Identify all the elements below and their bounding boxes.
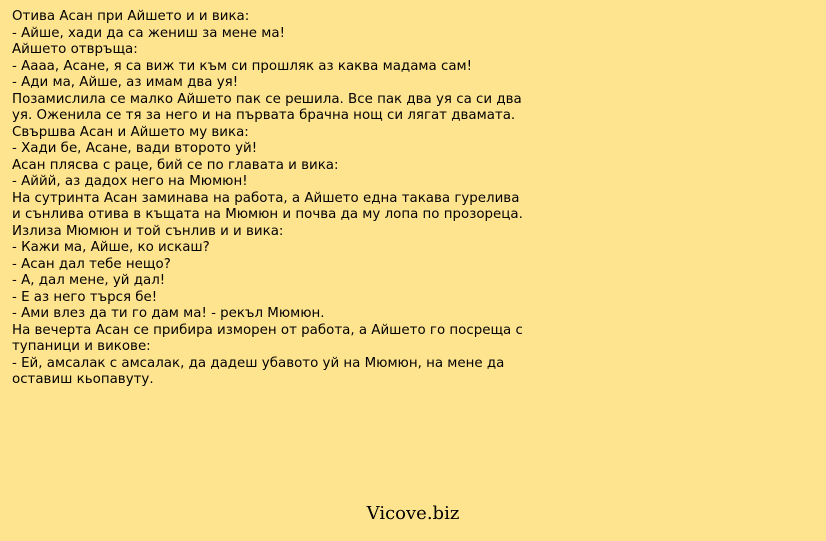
joke-line: и сънлива отива в къщата на Мюмюн и почва да му лопа по прозореца. bbox=[12, 207, 523, 222]
joke-line: - Айше, хади да са жениш за мене ма! bbox=[12, 25, 285, 41]
joke-line: - Ами влез да ти го дам ма! - рекъл Мюмюн. bbox=[12, 306, 325, 321]
joke-line: Свършва Асан и Айшето му вика: bbox=[12, 124, 249, 140]
joke-line: уя. Оженила се тя за него и на първата брачна нощ си лягат двамата. bbox=[12, 108, 516, 123]
joke-line: Айшето отвръща: bbox=[12, 42, 138, 57]
joke-line: На вечерта Асан се прибира изморен от работа, а Айшето го посреща с bbox=[12, 322, 523, 338]
joke-line: Отива Асан при Айшето и и вика: bbox=[12, 9, 250, 24]
joke-line: - Кажи ма, Айше, ко искаш? bbox=[12, 240, 210, 255]
joke-line: - А, дал мене, уй дал! bbox=[12, 273, 166, 288]
joke-line: - Хади бе, Асане, вади второто уй! bbox=[12, 141, 258, 156]
joke-line: Асан плясва с раце, бий се по главата и вика: bbox=[12, 157, 339, 173]
joke-line: - Ей, амсалак с амсалак, да дадеш убавото уй на Мюмюн, на мене да bbox=[12, 355, 505, 371]
joke-line: Излиза Мюмюн и той сънлив и и вика: bbox=[12, 223, 284, 239]
joke-line: - Ади ма, Айше, аз имам два уя! bbox=[12, 75, 239, 90]
joke-line: оставиш кьопавуту. bbox=[12, 372, 154, 387]
joke-line: - Аааа, Асане, я са виж ти към си прошляк аз каква мадама сам! bbox=[12, 58, 473, 74]
site-credit: Vicove.biz bbox=[366, 503, 460, 524]
joke-line: - Аййй, аз дадох него на Мюмюн! bbox=[12, 174, 248, 189]
joke-line: На сутринта Асан заминава на работа, а Айшето една такава гурелива bbox=[12, 190, 520, 206]
joke-text bbox=[12, 9, 818, 389]
joke-line: Позамислила се малко Айшето пак се решила. Все пак два уя са си два bbox=[12, 91, 522, 107]
joke-line: тупаници и викове: bbox=[12, 339, 151, 354]
joke-line: - Асан дал тебе нещо? bbox=[12, 256, 171, 272]
joke-line: - Е аз него търся бе! bbox=[12, 289, 158, 305]
